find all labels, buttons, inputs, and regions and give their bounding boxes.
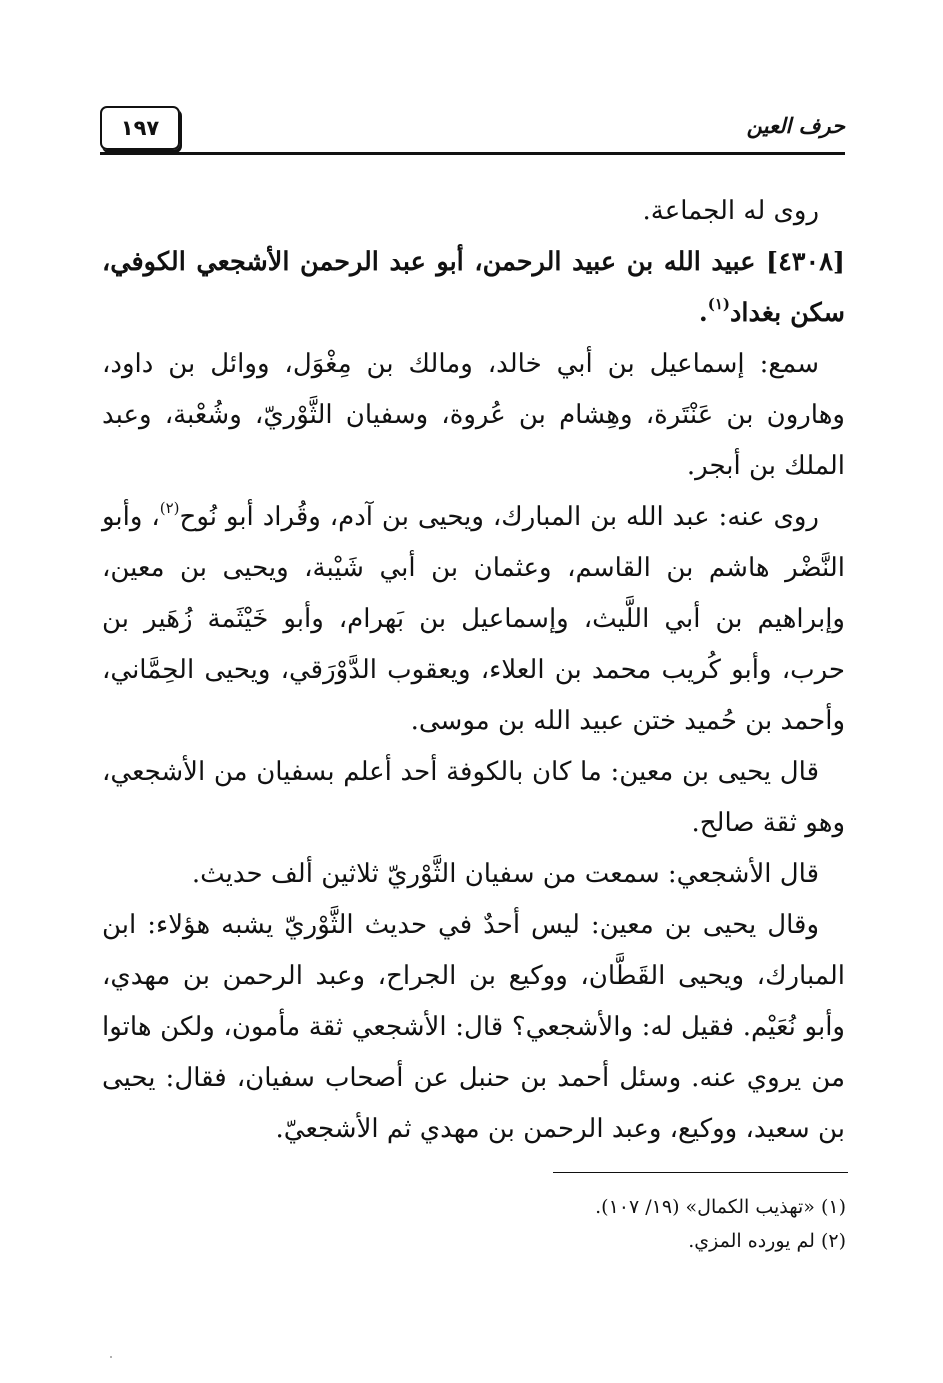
entry-end-mark: . [698, 298, 708, 328]
entry-title: عبيد الله بن عبيد الرحمن، أبو عبد الرحمن الأشجعي الكوفي، سكن بغداد [102, 247, 845, 328]
footnote-ref-2[interactable]: (٢) [159, 499, 180, 517]
narrators-text-rest: ، وأبو النَّضْر هاشم بن القاسم، وعثمان بن أبي شَيْبة، ويحيى بن معين، وإبراهيم بن أبي اللَّيث، وإسماعيل بن بَهرام، وأبو خَيْثَمة زُهَير بن حرب، وأبو كُريب محمد بن العلاء، ويعقوب الدَّوْرَقي، ويحيى الحِمَّاني، وأحمد بن حُميد ختن عبيد الله بن موسى. [102, 502, 845, 736]
footnote-ref-1[interactable]: (١) [707, 295, 731, 313]
entry-number: [٤٣٠٨] [766, 247, 845, 277]
page-number: ١٩٧ [100, 106, 180, 150]
paragraph-heard-from: سمع: إسماعيل بن أبي خالد، ومالك بن مِغْوَل، ووائل بن داود، وهارون بن عَنْتَرة، وهِشام بن عُروة، وسفيان الثَّوْريّ، وشُعْبة، وعبد الملك بن أبجر. [102, 349, 845, 481]
paragraph-ashjai-quote: قال الأشجعي: سمعت من سفيان الثَّوْريّ ثلاثين ألف حديث. [191, 859, 819, 889]
footnotes [300, 1190, 846, 1258]
paragraph-narrators [102, 492, 845, 747]
paragraph-thawri-companions: وقال يحيى بن معين: ليس أحدٌ في حديث الثَّوْريّ يشبه هؤلاء: ابن المبارك، ويحيى القَطَّان، ووكيع بن الجراح، وعبد الرحمن بن مهدي، وأبو نُعَيْم. فقيل له: والأشجعي؟ قال: الأشجعي ثقة مأمون، ولكن هاتوا من يروي عنه. وسئل أحمد بن حنبل عن أصحاب سفيان، فقال: يحيى بن سعيد، ووكيع، وعبد الرحمن بن مهدي ثم الأشجعيّ. [102, 910, 845, 1144]
main-text [102, 186, 845, 1155]
footnote-1: (١) «تهذيب الكمال» (١٩/ ١٠٧). [595, 1196, 846, 1218]
header-rule [100, 152, 845, 155]
scan-speck [110, 1356, 112, 1358]
page-header [100, 100, 845, 156]
paragraph-narrated-by: روى له الجماعة. [642, 196, 819, 226]
biography-entry-heading [102, 237, 845, 339]
footnote-separator [553, 1172, 848, 1173]
running-head: حرف العين [746, 113, 845, 138]
narrators-text-start: روى عنه: عبد الله بن المبارك، ويحيى بن آدم، وقُراد أبو نُوح [179, 502, 819, 532]
footnote-2: (٢) لم يورده المزي. [688, 1230, 846, 1252]
paragraph-ibn-maeen: قال يحيى بن معين: ما كان بالكوفة أحد أعلم بسفيان من الأشجعي، وهو ثقة صالح. [102, 757, 845, 838]
